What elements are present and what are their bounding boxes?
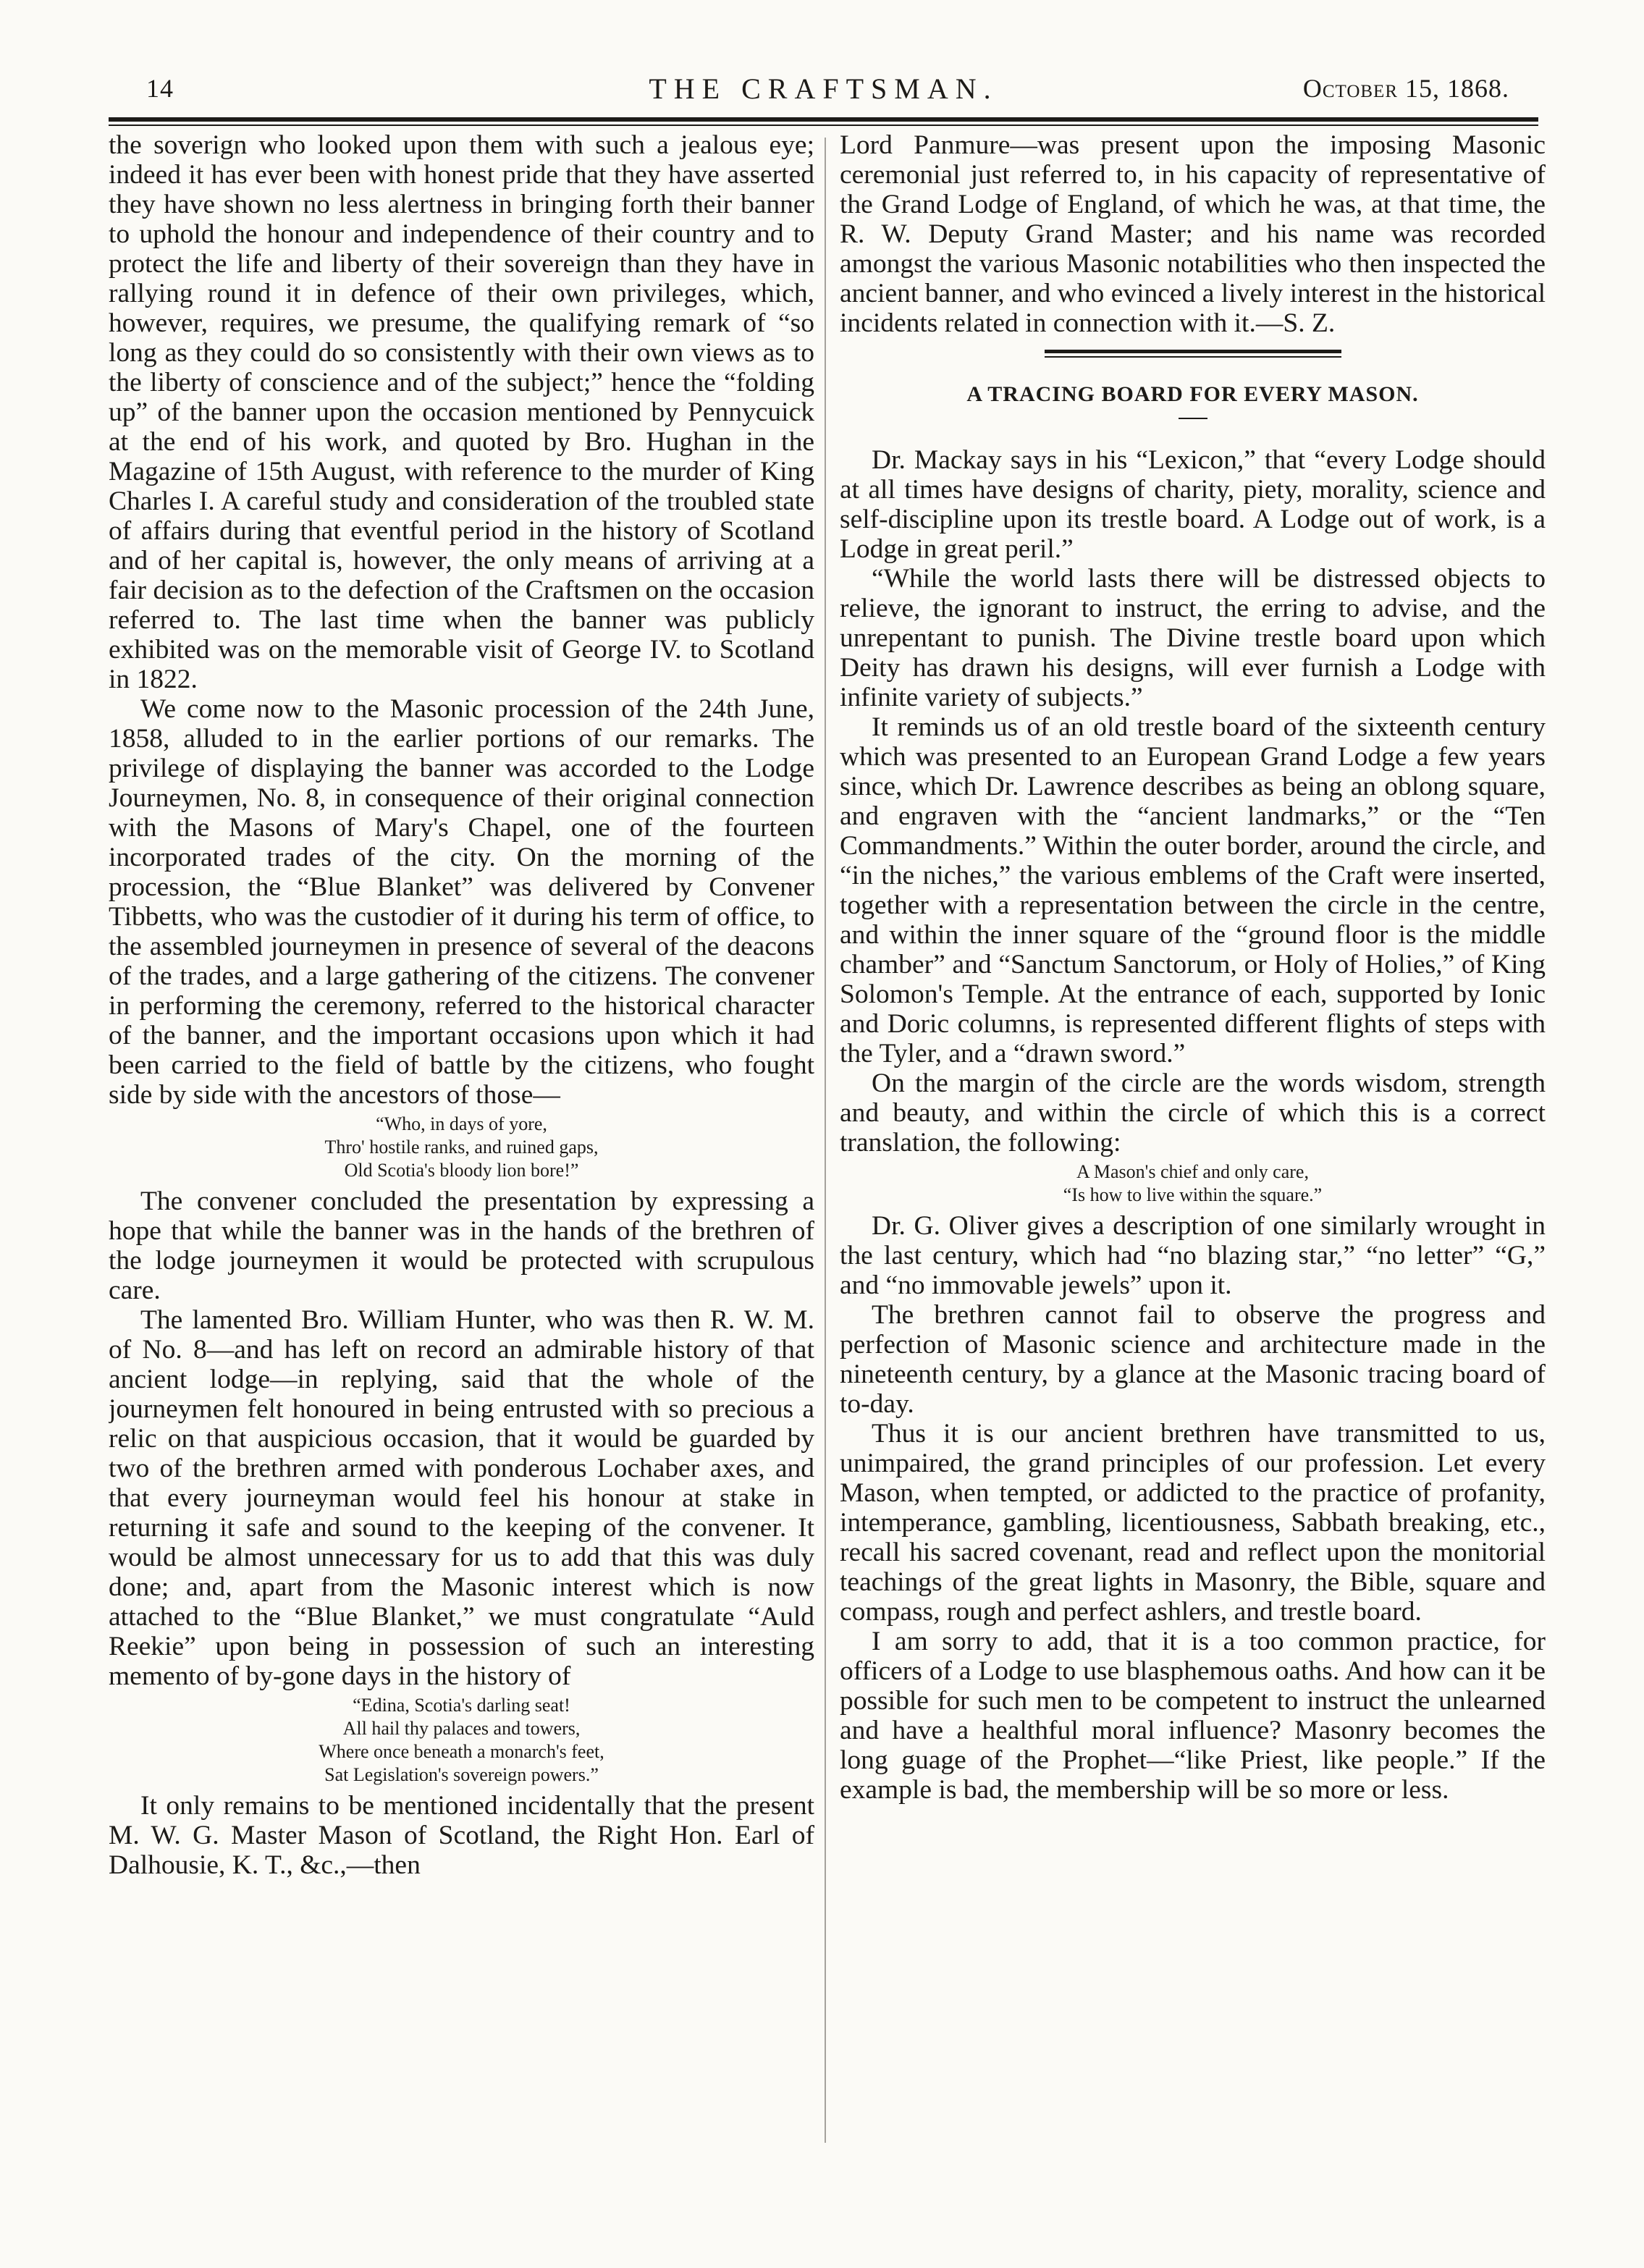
verse-line: Sat Legislation's sovereign powers.” <box>324 1764 599 1785</box>
page-number: 14 <box>146 74 174 103</box>
paragraph: It only remains to be mentioned incidentally that the present M. W. G. Master Mason of Scotland, the Right Hon. Earl of Dalhousie, K. T., &c.,—then <box>109 1791 814 1880</box>
section-title: A TRACING BOARD FOR EVERY MASON. <box>966 382 1419 406</box>
paragraph: The convener concluded the presentation by expressing a hope that while the banner was in the hands of the brethren of the lodge journeymen it would be protected with scrupulous care. <box>109 1186 814 1305</box>
verse-line: “Edina, Scotia's darling seat! <box>353 1695 570 1716</box>
right-column <box>840 130 1546 2150</box>
verse-line: A Mason's chief and only care, <box>1076 1161 1309 1182</box>
verse-line: “Who, in days of yore, <box>376 1113 547 1134</box>
paragraph: Dr. Mackay says in his “Lexicon,” that “every Lodge should at all times have designs of charity, piety, morality, science and self-discipline upon its trestle board. A Lodge out of work, is a Lodge in great peril.” <box>840 445 1546 564</box>
title-underline <box>1179 418 1207 419</box>
verse-quote <box>109 1113 814 1182</box>
section-rule-thin <box>1045 356 1341 358</box>
paragraph: Lord Panmure—was present upon the imposing Masonic ceremonial just referred to, in his capacity of representative of the Grand Lodge of England, of which he was, at that time, the R. W. Deputy Grand Master; and his name was recorded amongst the various Masonic notabilities who then inspected the ancient banner, and who evinced a lively interest in the historical incidents related in connection with it.—S. Z. <box>840 130 1546 338</box>
paragraph: It reminds us of an old trestle board of the sixteenth century which was presented to an European Grand Lodge a few years since, which Dr. Lawrence describes as being an oblong square, and engraven with the “ancient landmarks,” or the “Ten Commandments.” Within the outer border, around the circle, and “in the niches,” the various emblems of the Craft were inserted, together with a representation between the circle in the centre, and within the inner square of the “ground floor is the middle chamber” and “Sanctum Sanctorum, or Holy of Holies,” of King Solomon's Temple. At the entrance of each, supported by Ionic and Doric columns, is represented different flights of steps with the Tyler, and a “drawn sword.” <box>840 712 1546 1068</box>
verse-quote <box>109 1694 814 1787</box>
verse-line: “Is how to live within the square.” <box>1063 1184 1323 1205</box>
paragraph: We come now to the Masonic procession of the 24th June, 1858, alluded to in the earlier portions of our remarks. The privilege of displaying the banner was accorded to the Lodge Journeymen, No. 8, in consequence of their original connection with the Masons of Mary's Chapel, one of the fourteen incorporated trades of the city. On the morning of the procession, the “Blue Blanket” was delivered by Convener Tibbetts, who was the custodier of it during his term of office, to the assembled journeymen in presence of several of the deacons of the trades, and a large gathering of the citizens. The convener in performing the ceremony, referred to the historical character of the banner, and the important occasions upon which it had been carried to the field of battle by the citizens, who fought side by side with the ancestors of those— <box>109 694 814 1110</box>
section-rule-thick <box>1045 350 1341 353</box>
left-column <box>109 130 814 2150</box>
publication-title: THE CRAFTSMAN. <box>649 72 998 105</box>
page-header <box>109 69 1538 112</box>
paragraph: The lamented Bro. William Hunter, who was then R. W. M. of No. 8—and has left on record an admirable history of that ancient lodge—in replying, said that the whole of the journeymen felt honoured in being entrusted with so precious a relic on that auspicious occasion, that it would be guarded by two of the brethren armed with ponderous Lochaber axes, and that every journeyman would feel his honour at stake in returning it safe and sound to the keeping of the convener. It would be almost unnecessary for us to add that this was duly done; and, apart from the Masonic interest which is now attached to the “Blue Blanket,” we must congratulate “Auld Reekie” upon being in possession of such an interesting memento of by-gone days in the history of <box>109 1305 814 1691</box>
paragraph: “While the world lasts there will be distressed objects to relieve, the ignorant to instruct, the erring to advise, and the unrepentant to punish. The Divine trestle board upon which Deity has drawn his designs, will ever furnish a Lodge with infinite variety of subjects.” <box>840 564 1546 712</box>
verse-line: Old Scotia's bloody lion bore!” <box>344 1160 579 1181</box>
verse-quote <box>840 1160 1546 1207</box>
paragraph: Thus it is our ancient brethren have transmitted to us, unimpaired, the grand principles of our profession. Let every Mason, when tempted, or addicted to the practice of profanity, intemperance, gambling, licentiousness, Sabbath breaking, etc., recall his sacred covenant, read and reflect upon the monitorial teachings of the great lights in Masonry, the Bible, square and compass, rough and perfect ashlers, and trestle board. <box>840 1419 1546 1627</box>
verse-line: All hail thy palaces and towers, <box>342 1718 581 1739</box>
verse-line: Thro' hostile ranks, and ruined gaps, <box>324 1137 599 1158</box>
paragraph: On the margin of the circle are the words wisdom, strength and beauty, and within the circle of which this is a correct translation, the following: <box>840 1068 1546 1158</box>
header-rule-thick <box>109 117 1538 122</box>
verse-line: Where once beneath a monarch's feet, <box>319 1741 604 1762</box>
issue-date: October 15, 1868. <box>1302 74 1509 103</box>
paragraph: Dr. G. Oliver gives a description of one similarly wrought in the last century, which had “no blazing star,” “no letter” “G,” and “no immovable jewels” upon it. <box>840 1211 1546 1300</box>
column-divider <box>825 138 826 2143</box>
paragraph: The brethren cannot fail to observe the progress and perfection of Masonic science and architecture made in the nineteenth century, by a glance at the Masonic tracing board of to-day. <box>840 1300 1546 1419</box>
paragraph: I am sorry to add, that it is a too common practice, for officers of a Lodge to use blasphemous oaths. And how can it be possible for such men to be competent to instruct the unlearned and have a healthful moral influence? Masonry becomes the long guage of the Prophet—“like Priest, like people.” If the example is bad, the membership will be so more or less. <box>840 1627 1546 1805</box>
header-rule-thin <box>109 125 1538 126</box>
paragraph: the soverign who looked upon them with such a jealous eye; indeed it has ever been with honest pride that they have asserted they have shown no less alertness in bringing forth their banner to uphold the honour and independence of their country and to protect the life and liberty of their sovereign than they have in rallying round it in defence of their own privileges, which, however, requires, we presume, the qualifying remark of “so long as they could do so consistently with their own views as to the liberty of conscience and of the subject;” hence the “folding up” of the banner upon the occasion mentioned by Pennycuick at the end of his work, and quoted by Bro. Hughan in the Magazine of 15th August, with reference to the murder of King Charles I. A careful study and consideration of the troubled state of affairs during that eventful period in the history of Scotland and of her capital is, however, the only means of arriving at a fair decision as to the defection of the Craftsmen on the occasion referred to. The last time when the banner was publicly exhibited was on the memorable visit of George IV. to Scotland in 1822. <box>109 130 814 694</box>
